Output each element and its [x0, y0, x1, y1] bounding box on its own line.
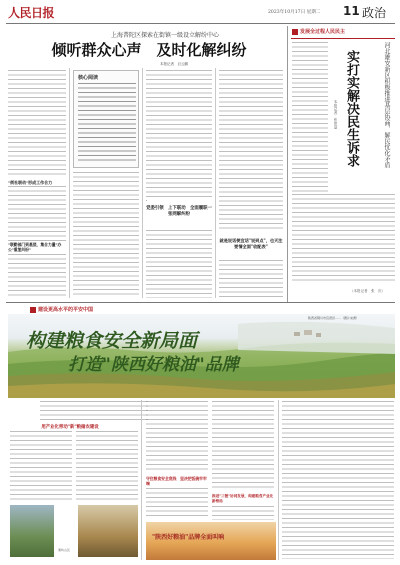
pull-quote-2: [219, 236, 283, 256]
top-kicker: 上海普陀区探索在街镇一级设立解纷中心: [110, 32, 219, 39]
top-byline: 本报记者 巨云鹏: [160, 62, 188, 66]
subhead-3: "我: [146, 200, 147, 201]
newspaper-logo[interactable]: 人民日报: [8, 6, 55, 20]
bottom-col4-text: [212, 401, 274, 491]
banner-text: "陕西好粮油"品牌全面叫响: [152, 534, 225, 541]
top-col2-text: [73, 172, 139, 298]
pull-quote-1: [146, 204, 212, 226]
pull-quote-1-text: 党委引领 上下联动 全面履职一张网解纠纷: [146, 206, 212, 217]
small-photo-1-caption: 秦岭山区: [58, 548, 71, 552]
pull-quote-2-text: 就是说话便宜话"说到点"，也天注要情全面"收配表": [219, 238, 283, 249]
subhead-2: "联勤部门到基层，集合力量"办公"重复纠纷": [8, 242, 62, 252]
top-col1-text-b: [8, 186, 66, 242]
core-reading-title: 核心阅读: [78, 75, 99, 81]
bottom-col2-text: [76, 431, 138, 501]
right-text-b: [292, 194, 395, 284]
bottom-intro-text: [40, 401, 148, 421]
top-col4-text-b: [219, 260, 283, 298]
bottom-col3-text-b: [146, 488, 208, 518]
banner-photo[interactable]: [146, 522, 276, 560]
right-vertical-kicker: 河北雄安新区积极推进基层协商、解民忧化矛盾: [383, 42, 390, 168]
bottom-col4-text-b: [212, 506, 274, 520]
top-col1-text-c: [8, 254, 66, 298]
page-number: 11: [343, 4, 360, 18]
top-col1-text: [8, 70, 66, 178]
top-headline[interactable]: 倾听群众心声 及时化解纠纷: [51, 41, 247, 59]
bottom-col5-text: [282, 401, 394, 559]
masthead-rule: [6, 23, 395, 24]
core-reading-box: [73, 70, 139, 168]
bottom-subhead-2: 守住粮食安全底线 坚决把饭碗牢牢端: [146, 476, 207, 486]
bottom-col1-text: [10, 431, 72, 501]
subhead-1: "街社联动"形成工作合力: [8, 180, 53, 185]
bottom-col3-text: [146, 401, 208, 473]
right-footer: （本报记者 张 庆）: [350, 289, 385, 293]
bottom-subhead-1: 用产业化带动"新"粮储农建设: [41, 425, 99, 430]
small-photo-2[interactable]: [78, 505, 138, 557]
right-byline: 本报记者 张思益: [334, 100, 338, 129]
bottom-subhead-3: 推进"三链"协同发展，构建粮食产业化新格局: [212, 494, 274, 503]
badge-marker-icon: [30, 307, 36, 313]
section-title: 政治: [362, 6, 387, 20]
bottom-badge-text: 建设更高水平的平安中国: [38, 307, 94, 313]
issue-date: 2023年10月17日 星期二: [268, 10, 321, 15]
top-col3-text: [146, 70, 212, 200]
right-badge-text: 发展全过程人民民主: [300, 29, 346, 35]
masthead: [0, 0, 400, 24]
right-text-a: [292, 42, 328, 192]
right-vertical-headline[interactable]: 实打实解决民生诉求: [344, 50, 359, 167]
hero-photo[interactable]: [8, 314, 395, 398]
badge-marker-icon: [292, 29, 298, 35]
small-photo-1[interactable]: [10, 505, 54, 557]
bottom-headline-1[interactable]: 构建粮食安全新局面: [26, 330, 198, 352]
right-badge: [292, 27, 395, 37]
top-col3-text-b: [146, 230, 212, 298]
bottom-headline-2[interactable]: 打造"陕西好粮油"品牌: [68, 355, 239, 375]
hero-photo-caption: 陕西省铜川市宜君县……（图片来源）: [308, 316, 360, 320]
top-col4-text: [219, 70, 283, 230]
